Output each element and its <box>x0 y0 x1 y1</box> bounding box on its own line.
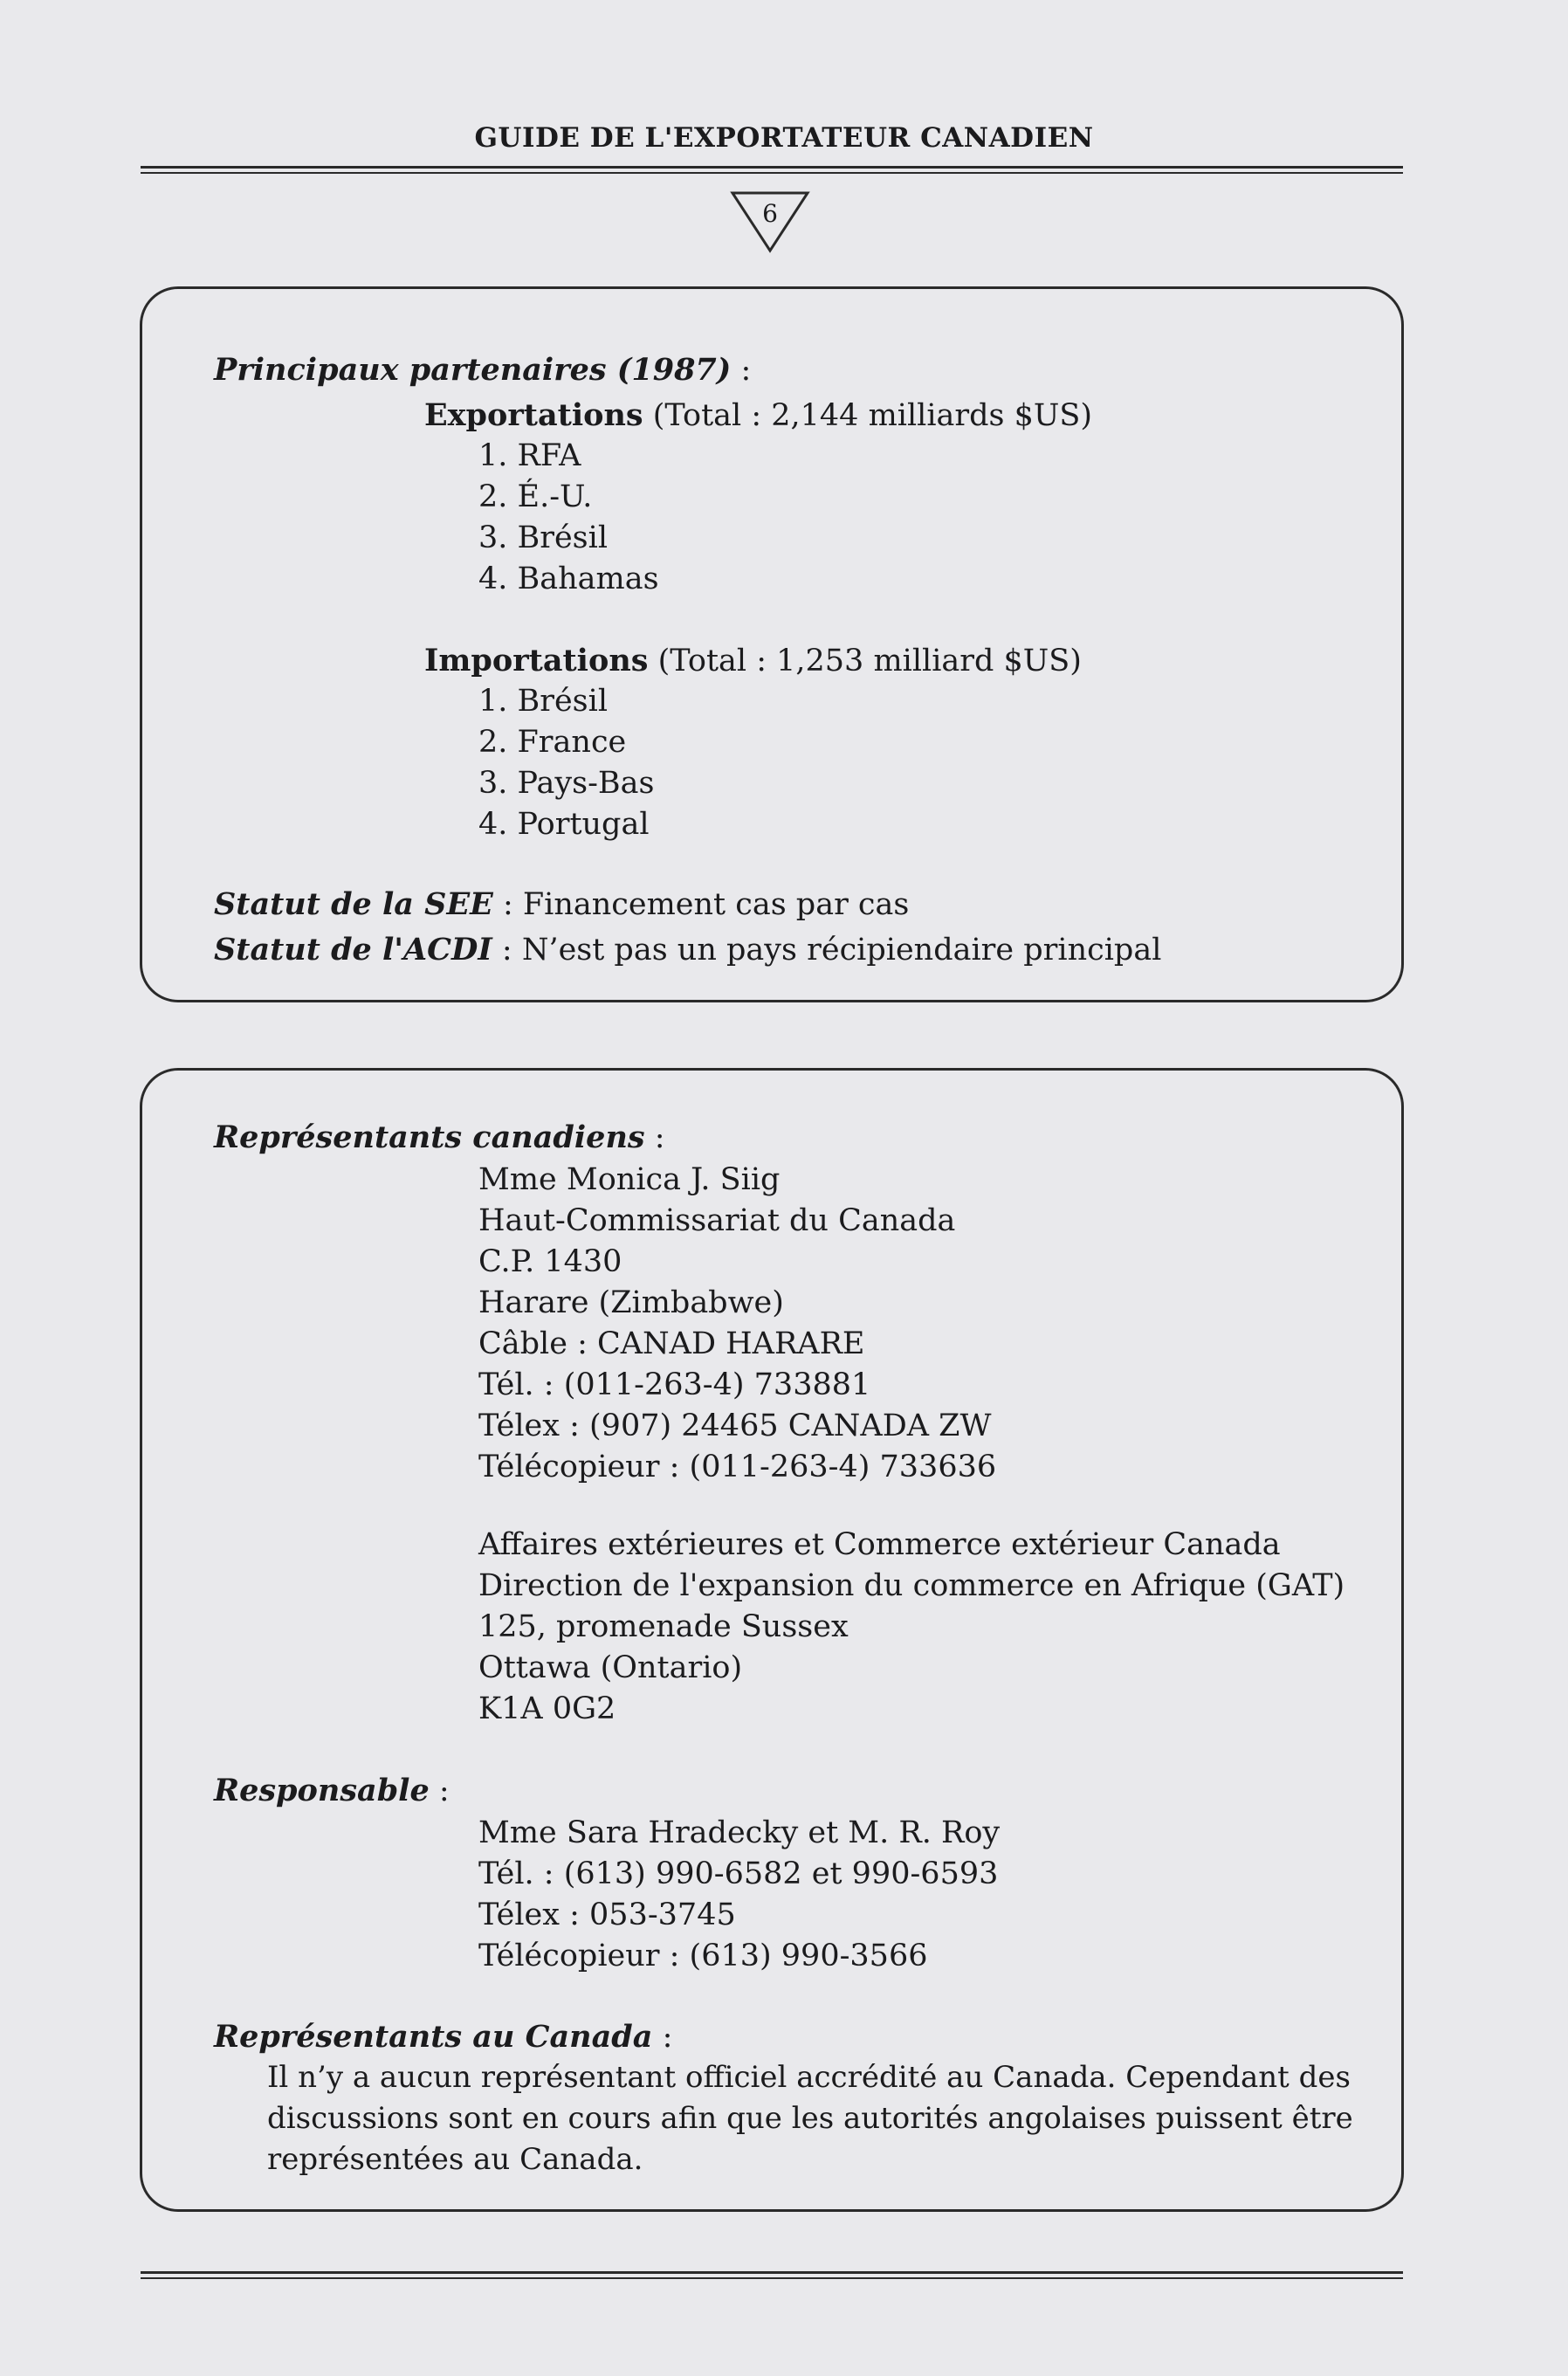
rep-line: Harare (Zimbabwe) <box>478 1285 784 1320</box>
responsable-label: Responsable <box>214 1773 430 1808</box>
header-rule-thin <box>141 172 1403 174</box>
footer-rule <box>141 2271 1403 2274</box>
responsable-line: Télex : 053-3745 <box>478 1897 736 1932</box>
rep-line: Télex : (907) 24465 CANADA ZW <box>478 1408 992 1443</box>
reps-in-canada-label: Représentants au Canada <box>214 2019 653 2055</box>
address-line: Affaires extérieures et Commerce extérieur Canada <box>478 1527 1281 1562</box>
responsable-heading <box>214 1775 450 1807</box>
imports-label: Importations <box>424 643 649 678</box>
rep-line: Mme Monica J. Siig <box>478 1162 781 1197</box>
rep-line: Tél. : (011-263-4) 733881 <box>478 1367 871 1402</box>
rep-line: Télécopieur : (011-263-4) 733636 <box>478 1450 997 1484</box>
see-status-colon: : <box>492 887 523 922</box>
exports-heading <box>424 397 1093 433</box>
acdi-status-label: Statut de l'ACDI <box>214 932 492 968</box>
address-line: K1A 0G2 <box>478 1691 616 1726</box>
page-number: 6 <box>762 199 778 228</box>
imports-total: (Total : 1,253 milliard $US) <box>648 644 1082 678</box>
responsable-line: Mme Sara Hradecky et M. R. Roy <box>478 1815 1001 1850</box>
partners-title-colon: : <box>731 353 752 388</box>
imports-heading <box>424 645 1082 677</box>
responsable-line: Télécopieur : (613) 990-3566 <box>478 1939 928 1973</box>
address-line: 125, promenade Sussex <box>478 1609 849 1644</box>
acdi-status-colon: : <box>492 933 522 968</box>
rep-line: C.P. 1430 <box>478 1244 622 1279</box>
responsable-colon: : <box>429 1773 450 1808</box>
running-header: GUIDE DE L'EXPORTATEUR CANADIEN <box>474 122 1094 154</box>
address-line: Ottawa (Ontario) <box>478 1650 743 1685</box>
acdi-status <box>214 934 1161 966</box>
exports-item: 2. É.-U. <box>478 479 593 514</box>
exports-item: 4. Bahamas <box>478 561 659 596</box>
partners-heading <box>214 352 752 388</box>
see-status-label: Statut de la SEE <box>214 886 493 922</box>
imports-item: 2. France <box>478 725 627 760</box>
page-number-triangle <box>730 190 810 253</box>
rep-line: Haut-Commissariat du Canada <box>478 1203 956 1238</box>
address-line: Direction de l'expansion du commerce en Afrique (GAT) <box>478 1568 1345 1603</box>
exports-total: (Total : 2,144 milliards $US) <box>643 398 1093 433</box>
responsable-line: Tél. : (613) 990-6582 et 990-6593 <box>478 1856 999 1891</box>
imports-item: 3. Pays-Bas <box>478 766 655 801</box>
reps-in-canada-line: Il n’y a aucun représentant officiel accrédité au Canada. Cependant des <box>267 2060 1351 2095</box>
exports-label: Exportations <box>424 397 643 433</box>
imports-item: 1. Brésil <box>478 684 609 719</box>
imports-item: 4. Portugal <box>478 807 650 842</box>
rep-line: Câble : CANAD HARARE <box>478 1326 865 1361</box>
acdi-status-value: N’est pas un pays récipiendaire principal <box>521 933 1162 968</box>
footer-rule-thin <box>141 2277 1403 2279</box>
reps-in-canada-line: discussions sont en cours afin que les autorités angolaises puissent être <box>267 2101 1353 2136</box>
canadian-reps-colon: : <box>644 1120 665 1155</box>
reps-in-canada-heading <box>214 2021 672 2053</box>
see-status-value: Financement cas par cas <box>522 887 910 922</box>
reps-in-canada-colon: : <box>652 2020 673 2055</box>
canadian-reps-heading <box>214 1119 665 1155</box>
see-status <box>214 886 910 922</box>
partners-title: Principaux partenaires (1987) <box>214 352 732 388</box>
reps-in-canada-line: représentées au Canada. <box>267 2142 643 2177</box>
exports-item: 3. Brésil <box>478 520 609 555</box>
header-rule <box>141 166 1403 169</box>
canadian-reps-label: Représentants canadiens <box>214 1119 645 1155</box>
exports-item: 1. RFA <box>478 438 581 473</box>
